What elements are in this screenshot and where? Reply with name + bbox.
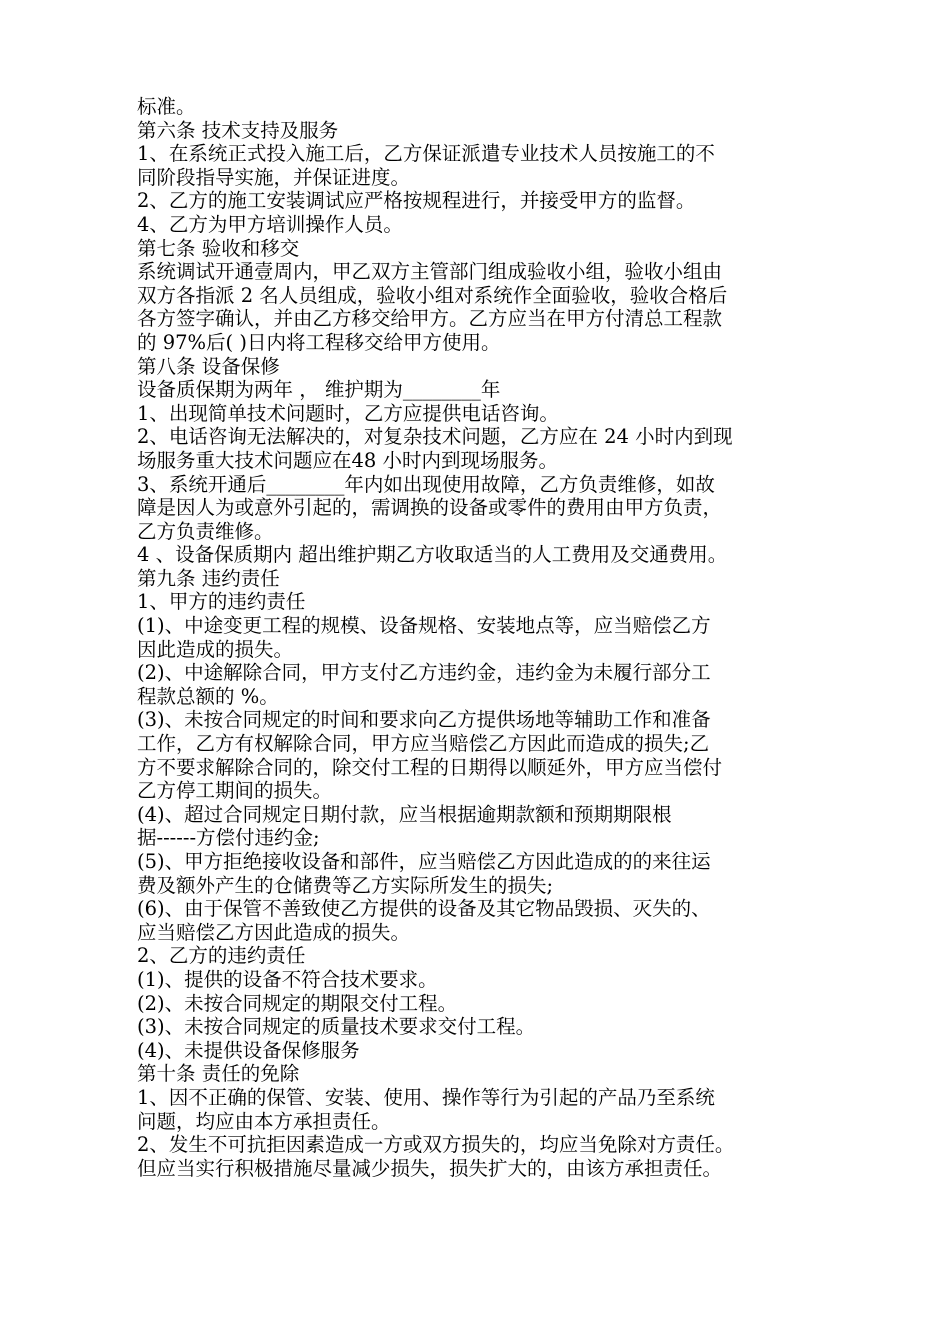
text-line: (6)、由于保管不善致使乙方提供的设备及其它物品毁损、灭失的、	[137, 897, 711, 921]
section-heading: 第八条 设备保修	[137, 354, 280, 378]
text-line: 乙方停工期间的损失。	[137, 779, 333, 803]
text-line: 双方各指派 2 名人员组成，验收小组对系统作全面验收，验收合格后	[137, 283, 728, 307]
text-line: (4)、未提供设备保修服务	[137, 1038, 360, 1062]
section-heading: 第九条 违约责任	[137, 566, 280, 590]
text-line: 应当赔偿乙方因此造成的损失。	[137, 920, 411, 944]
text-line: 同阶段指导实施，并保证进度。	[137, 165, 411, 189]
text-line: (3)、未按合同规定的时间和要求向乙方提供场地等辅助工作和准备	[137, 708, 711, 732]
text-line: 4 、设备保质期内 超出维护期乙方收取适当的人工费用及交通费用。	[137, 543, 728, 567]
text-line: 2、电话咨询无法解决的，对复杂技术问题，乙方应在 24 小时内到现	[137, 425, 733, 449]
text-line: 标准。	[137, 95, 196, 118]
text-line: (1)、提供的设备不符合技术要求。	[137, 967, 438, 991]
text-line: 系统调试开通壹周内，甲乙双方主管部门组成验收小组，验收小组由	[137, 260, 723, 284]
text-line: (4)、超过合同规定日期付款，应当根据逾期款额和预期期限根	[137, 802, 672, 826]
text-line: (2)、未按合同规定的期限交付工程。	[137, 991, 458, 1015]
subsection-heading: 1、甲方的违约责任	[137, 590, 306, 614]
text-line: 设备质保期为两年 ， 维护期为________年	[137, 378, 501, 402]
text-line: 3、系统开通后________年内如出现使用故障，乙方负责维修，如故	[137, 472, 715, 496]
text-line: 但应当实行积极措施尽量减少损失，损失扩大的，由该方承担责任。	[137, 1156, 723, 1180]
text-line: 1、在系统正式投入施工后，乙方保证派遣专业技术人员按施工的不	[137, 142, 715, 166]
section-heading: 第六条 技术支持及服务	[137, 118, 339, 142]
text-line: 4、乙方为甲方培训操作人员。	[137, 212, 403, 236]
text-line: 各方签字确认，并由乙方移交给甲方。乙方应当在甲方付清总工程款	[137, 307, 723, 331]
text-line: 工作，乙方有权解除合同，甲方应当赔偿乙方因此而造成的损失;乙	[137, 732, 710, 756]
text-line: 的 97%后( )日内将工程移交给甲方使用。	[137, 330, 501, 354]
text-line: 据------方偿付违约金;	[137, 826, 320, 850]
text-line: 2、乙方的施工安装调试应严格按规程进行，并接受甲方的监督。	[137, 189, 696, 213]
text-line: 场服务重大技术问题应在48 小时内到现场服务。	[137, 448, 559, 472]
text-line: 问题，均应由本方承担责任。	[137, 1109, 391, 1133]
document-page	[137, 95, 837, 1180]
text-line: 1、因不正确的保管、安装、使用、操作等行为引起的产品乃至系统	[137, 1085, 715, 1109]
text-line: 乙方负责维修。	[137, 519, 274, 543]
text-line: 障是因人为或意外引起的，需调换的设备或零件的费用由甲方负责，	[137, 496, 723, 520]
text-line: (2)、中途解除合同，甲方支付乙方违约金，违约金为未履行部分工	[137, 661, 711, 685]
text-line: 2、发生不可抗拒因素造成一方或双方损失的，均应当免除对方责任。	[137, 1133, 735, 1157]
text-line: 费及额外产生的仓储费等乙方实际所发生的损失;	[137, 873, 554, 897]
text-line: (5)、甲方拒绝接收设备和部件，应当赔偿乙方因此造成的的来往运	[137, 850, 711, 873]
text-line: (3)、未按合同规定的质量技术要求交付工程。	[137, 1015, 536, 1039]
subsection-heading: 2、乙方的违约责任	[137, 944, 306, 968]
section-heading: 第十条 责任的免除	[137, 1062, 300, 1086]
text-line: 程款总额的 %。	[137, 684, 279, 708]
text-line: (1)、中途变更工程的规模、设备规格、安装地点等，应当赔偿乙方	[137, 614, 711, 638]
text-line: 因此造成的损失。	[137, 637, 294, 661]
text-line: 方不要求解除合同的，除交付工程的日期得以顺延外，甲方应当偿付	[137, 755, 723, 779]
section-heading: 第七条 验收和移交	[137, 236, 300, 260]
text-line: 1、出现简单技术问题时，乙方应提供电话咨询。	[137, 401, 559, 425]
